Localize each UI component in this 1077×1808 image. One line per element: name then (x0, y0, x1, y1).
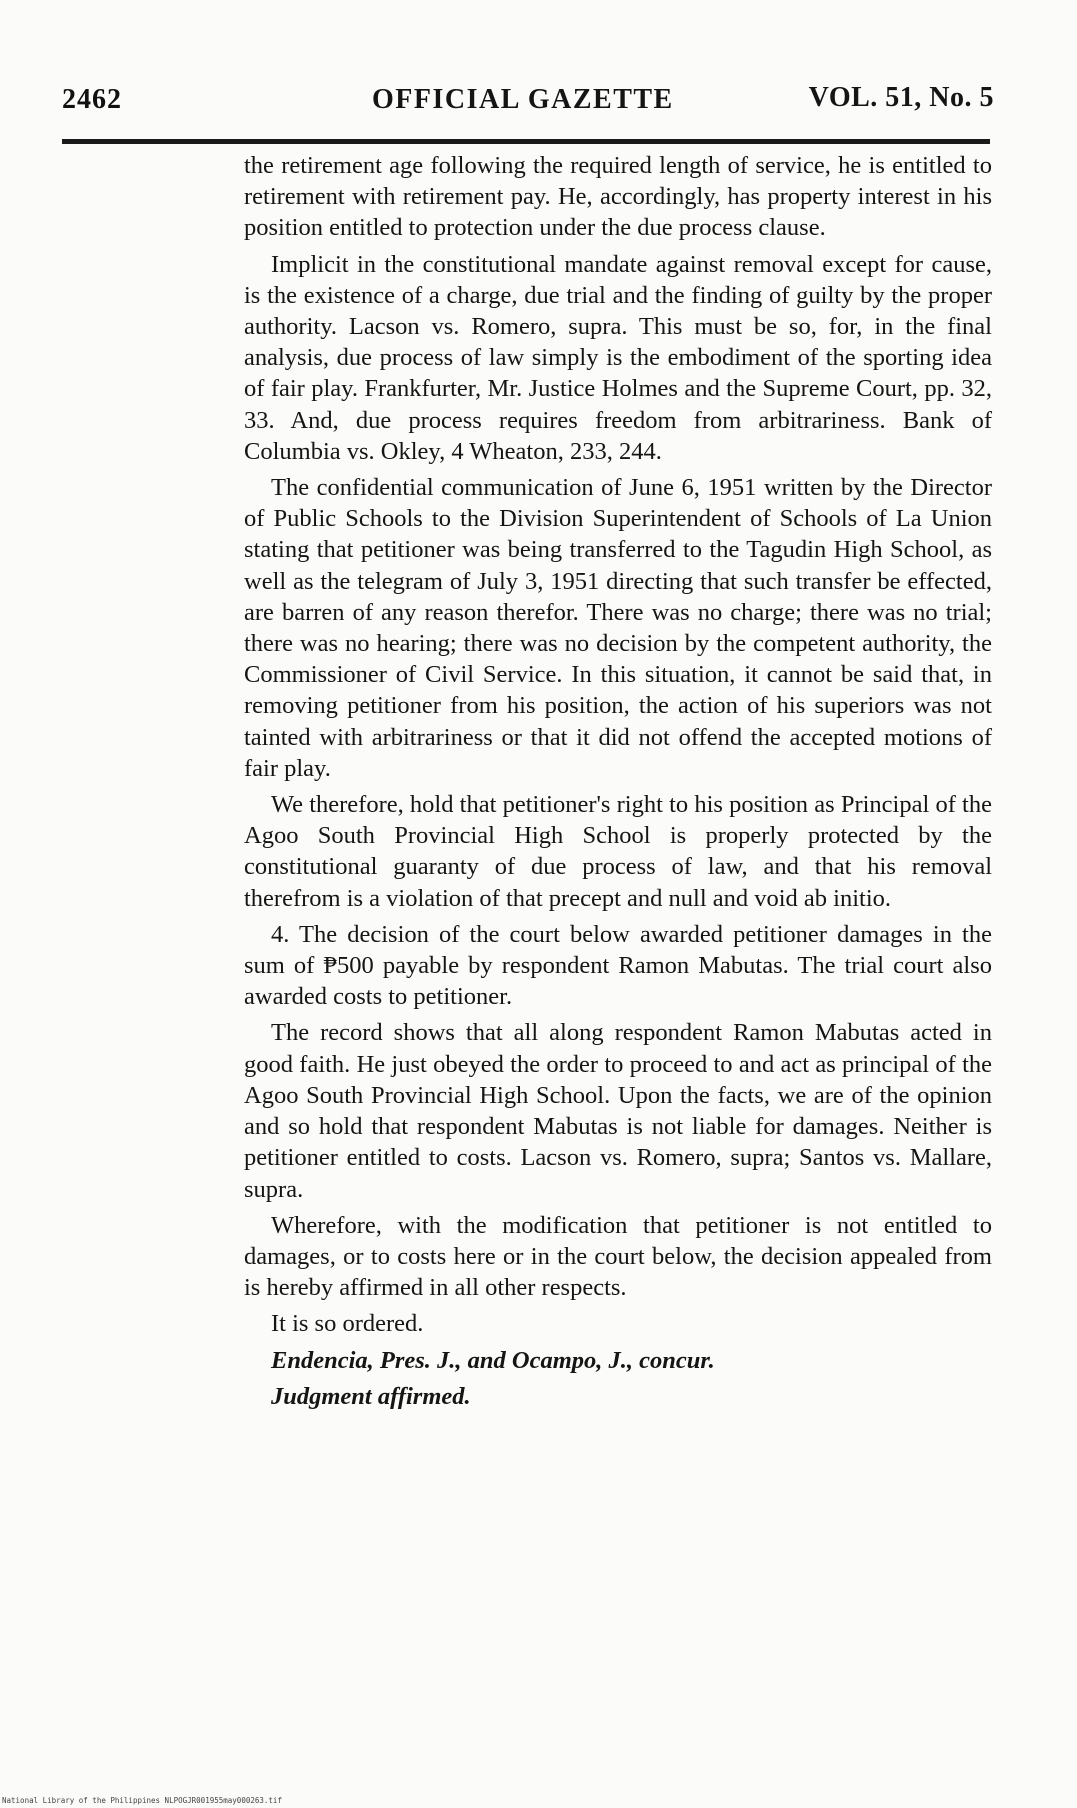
concurrence-line: Endencia, Pres. J., and Ocampo, J., concur. (271, 1346, 715, 1374)
page-number: 2462 (62, 84, 122, 115)
scan-footer: National Library of the Philippines NLPOGJR001955may000263.tif (2, 1796, 282, 1805)
page-header (62, 78, 1002, 122)
paragraph: We therefore, hold that petitioner's right to his position as Principal of the Agoo South Provincial High School is properly protected by the constitutional guaranty of due process of law, and that his removal therefrom is a violation of that precept and null and void ab initio. (244, 791, 992, 912)
publication-title: OFFICIAL GAZETTE (372, 84, 674, 115)
paragraph: Implicit in the constitutional mandate against removal except for cause, is the existence of a charge, due trial and the finding of guilty by the proper authority. Lacson vs. Romero, supra. This must be so, for, in the final analysis, due process of law simply is the embodiment of the sporting idea of fair play. Frankfurter, Mr. Justice Holmes and the Supreme Court, pp. 32, 33. And, due process requires freedom from arbitrariness. Bank of Columbia vs. Okley, 4 Wheaton, 233, 244. (244, 250, 992, 465)
paragraph: It is so ordered. (271, 1310, 424, 1338)
body-text (244, 150, 992, 1417)
judgment-line: Judgment affirmed. (271, 1382, 471, 1410)
paragraph: The confidential communication of June 6, 1951 written by the Director of Public Schools to the Division Superintendent of Schools of La Union stating that petitioner was being transferred to the Tagudin High School, as well as the telegram of July 3, 1951 directing that such transfer be effected, are barren of any reason therefor. There was no charge; there was no trial; there was no hearing; there was no decision by the competent authority, the Commissioner of Civil Service. In this situation, it cannot be said that, in removing petitioner from his position, the action of his superiors was not tainted with arbitrariness or that it did not offend the accepted motions of fair play. (244, 474, 992, 782)
paragraph: the retirement age following the required length of service, he is entitled to retirement with retirement pay. He, accordingly, has property interest in his position entitled to protection under the due process clause. (244, 152, 992, 242)
paragraph: 4. The decision of the court below awarded petitioner damages in the sum of ₱500 payable by respondent Ramon Mabutas. The trial court also awarded costs to petitioner. (244, 920, 992, 1011)
header-rule (62, 139, 990, 144)
volume-number: VOL. 51, No. 5 (808, 82, 994, 113)
paragraph: The record shows that all along respondent Ramon Mabutas acted in good faith. He just obeyed the order to proceed to and act as principal of the Agoo South Provincial High School. Upon the facts, we are of the opinion and so hold that respondent Mabutas is not liable for damages. Neither is petitioner entitled to costs. Lacson vs. Romero, supra; Santos vs. Mallare, supra. (244, 1019, 992, 1203)
paragraph: Wherefore, with the modification that petitioner is not entitled to damages, or to costs here or in the court below, the decision appealed from is hereby affirmed in all other respects. (244, 1211, 992, 1302)
